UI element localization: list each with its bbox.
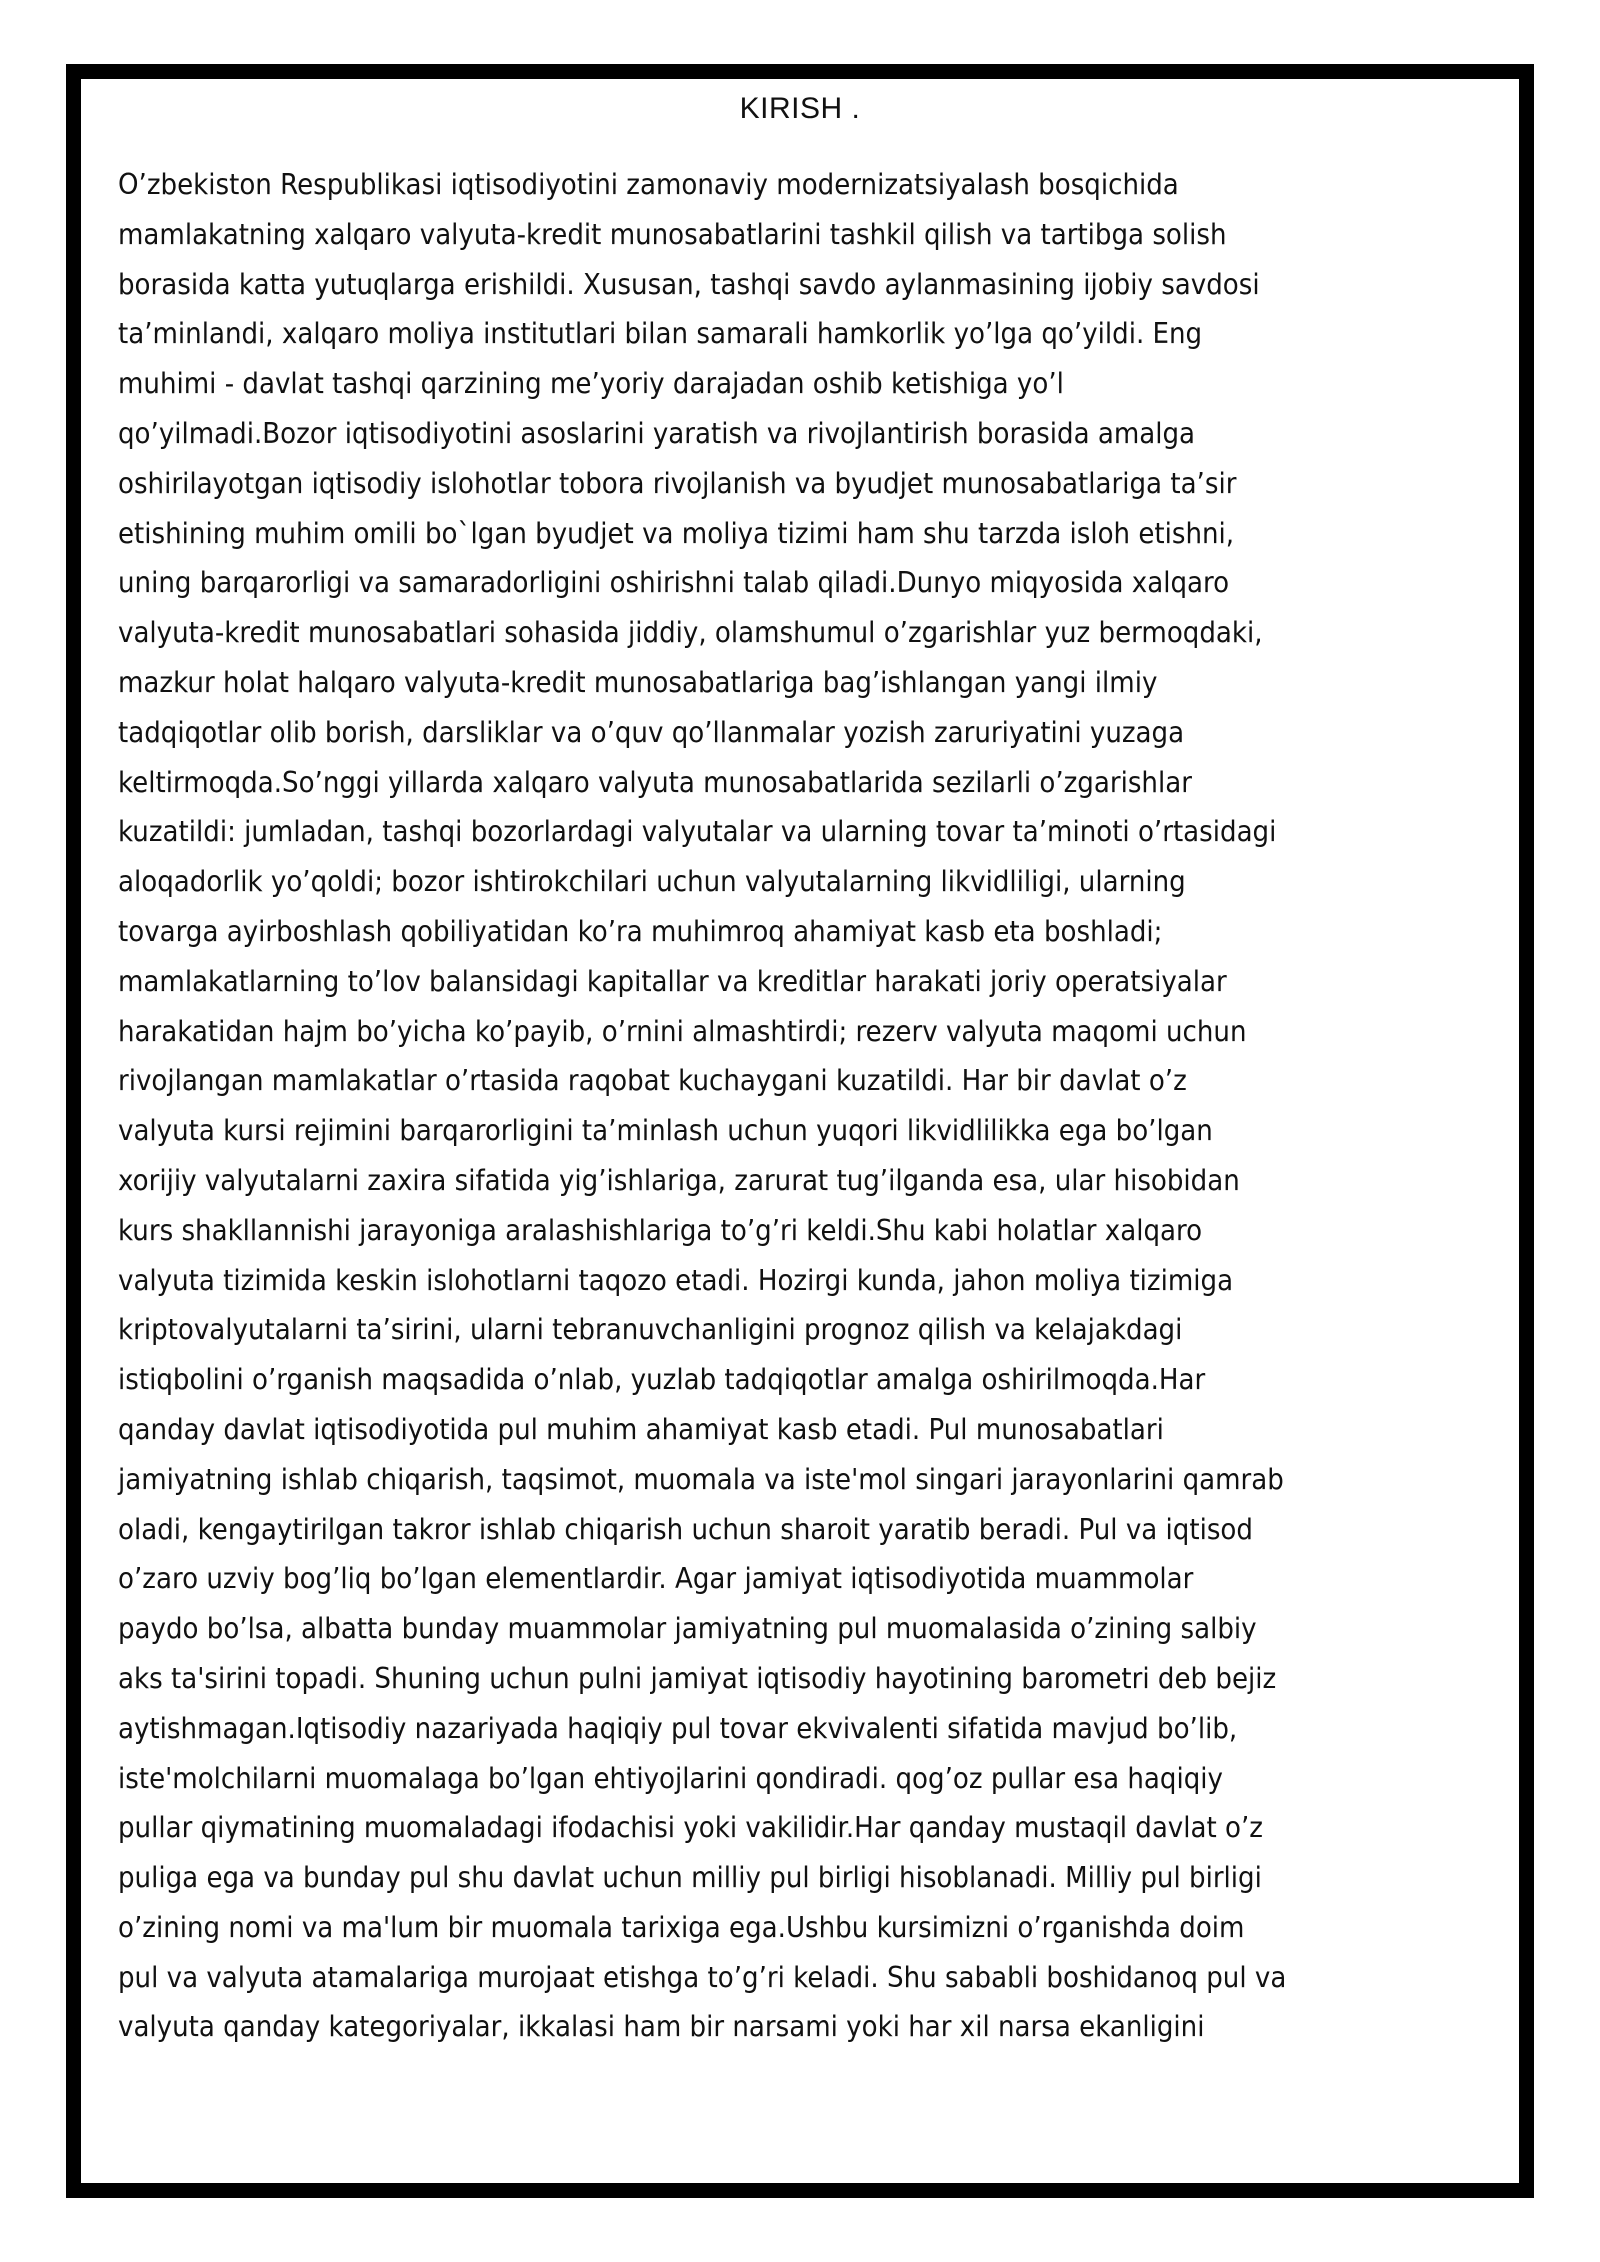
- body-text-line: harakatidan hajm bo’yicha ko’payib, o’rnini almashtirdi; rezerv valyuta maqomi uchun: [118, 1014, 1247, 1048]
- body-text-line: uning barqarorligi va samaradorligini oshirishni talab qiladi.Dunyo miqyosida xalqaro: [118, 566, 1230, 600]
- body-text-line: rivojlangan mamlakatlar o’rtasida raqobat kuchaygani kuzatildi. Har bir davlat o’z: [118, 1064, 1187, 1098]
- body-text-line: pullar qiymatining muomaladagi ifodachisi yoki vakilidir.Har qanday mustaqil davlat o’z: [118, 1811, 1263, 1845]
- body-text-line: aks ta'sirini topadi. Shuning uchun pulni jamiyat iqtisodiy hayotining barometri deb bejiz: [118, 1661, 1277, 1695]
- body-text-line: borasida katta yutuqlarga erishildi. Xususan, tashqi savdo aylanmasining ijobiy savdosi: [118, 267, 1260, 301]
- body-text-line: puliga ega va bunday pul shu davlat uchun milliy pul birligi hisoblanadi. Milliy pul birligi: [118, 1861, 1262, 1895]
- body-text-line: valyuta tizimida keskin islohotlarni taqozo etadi. Hozirgi kunda, jahon moliya tizimiga: [118, 1263, 1234, 1297]
- body-text-line: kriptovalyutalarni ta’sirini, ularni tebranuvchanligini prognoz qilish va kelajakdagi: [118, 1313, 1183, 1347]
- body-text-line: tovarga ayirboshlash qobiliyatidan ko’ra muhimroq ahamiyat kasb eta boshladi;: [118, 914, 1163, 948]
- body-text-line: O’zbekiston Respublikasi iqtisodiyotini zamonaviy modernizatsiyalash bosqichida: [118, 168, 1179, 201]
- body-text-line: xorijiy valyutalarni zaxira sifatida yig’ishlariga, zarurat tug’ilganda esa, ular hisobidan: [118, 1163, 1240, 1197]
- body-text-line: qanday davlat iqtisodiyotida pul muhim ahamiyat kasb etadi. Pul munosabatlari: [118, 1412, 1164, 1446]
- body-text-line: o’zaro uzviy bog’liq bo’lgan elementlardir. Agar jamiyat iqtisodiyotida muammolar: [118, 1562, 1194, 1596]
- body-text-line: qo’yilmadi.Bozor iqtisodiyotini asoslarini yaratish va rivojlantirish borasida amalga: [118, 416, 1196, 450]
- body-text-line: kurs shakllannishi jarayoniga aralashishlariga to’g’ri keldi.Shu kabi holatlar xalqaro: [118, 1213, 1203, 1247]
- body-text-line: aytishmagan.Iqtisodiy nazariyada haqiqiy pul tovar ekvivalenti sifatida mavjud bo’lib,: [118, 1711, 1238, 1745]
- body-text-line: mamlakatning xalqaro valyuta-kredit munosabatlarini tashkil qilish va tartibga solish: [118, 217, 1227, 251]
- body-text-line: kuzatildi: jumladan, tashqi bozorlardagi valyutalar va ularning tovar ta’minoti o’rtasidagi: [118, 815, 1277, 849]
- body-text-line: pul va valyuta atamalariga murojaat etishga to’g’ri keladi. Shu sababli boshidanoq pul va: [118, 1960, 1287, 1994]
- body-text-line: aloqadorlik yo’qoldi; bozor ishtirokchilari uchun valyutalarning likvidliligi, ularning: [118, 865, 1186, 899]
- body-text-line: jamiyatning ishlab chiqarish, taqsimot, muomala va iste'mol singari jarayonlarini qamrab: [118, 1462, 1284, 1496]
- body-text-line: mamlakatlarning to’lov balansidagi kapitallar va kreditlar harakati joriy operatsiyalar: [118, 964, 1227, 998]
- body-text-line: oladi, kengaytirilgan takror ishlab chiqarish uchun sharoit yaratib beradi. Pul va iqtisod: [118, 1512, 1253, 1546]
- body-text-line: muhimi - davlat tashqi qarzining me’yoriy darajadan oshib ketishiga yo’l: [118, 367, 1064, 401]
- body-text-line: o’zining nomi va ma'lum bir muomala tarixiga ega.Ushbu kursimizni o’rganishda doim: [118, 1910, 1245, 1944]
- body-text-line: keltirmoqda.So’nggi yillarda xalqaro valyuta munosabatlarida sezilarli o’zgarishlar: [118, 765, 1192, 799]
- body-text-line: iste'molchilarni muomalaga bo’lgan ehtiyojlarini qondiradi. qog’oz pullar esa haqiqiy: [118, 1761, 1223, 1795]
- body-text-line: istiqbolini o’rganish maqsadida o’nlab, yuzlab tadqiqotlar amalga oshirilmoqda.Har: [118, 1363, 1206, 1397]
- body-text-line: etishining muhim omili bo`lgan byudjet va moliya tizimi ham shu tarzda isloh etishni,: [118, 516, 1235, 550]
- body-text-line: valyuta kursi rejimini barqarorligini ta’minlash uchun yuqori likvidlilikka ega bo’lgan: [118, 1114, 1213, 1148]
- body-text-line: valyuta qanday kategoriyalar, ikkalasi ham bir narsami yoki har xil narsa ekanligini: [118, 2010, 1205, 2044]
- body-text-line: valyuta-kredit munosabatlari sohasida jiddiy, olamshumul o’zgarishlar yuz bermoqdaki,: [118, 616, 1263, 650]
- body-text-line: mazkur holat halqaro valyuta-kredit munosabatlariga bag’ishlangan yangi ilmiy: [118, 665, 1158, 699]
- document-title: KIRISH .: [739, 92, 861, 125]
- body-text-line: oshirilayotgan iqtisodiy islohotlar tobora rivojlanish va byudjet munosabatlariga ta’sir: [118, 466, 1237, 500]
- body-text-line: tadqiqotlar olib borish, darsliklar va o’quv qo’llanmalar yozish zaruriyatini yuzaga: [118, 715, 1185, 749]
- document-body: [118, 160, 1538, 2052]
- body-text-line: ta’minlandi, xalqaro moliya institutlari bilan samarali hamkorlik yo’lga qo’yildi. Eng: [118, 317, 1203, 351]
- body-text-line: paydo bo’lsa, albatta bunday muammolar jamiyatning pul muomalasida o’zining salbiy: [118, 1612, 1257, 1646]
